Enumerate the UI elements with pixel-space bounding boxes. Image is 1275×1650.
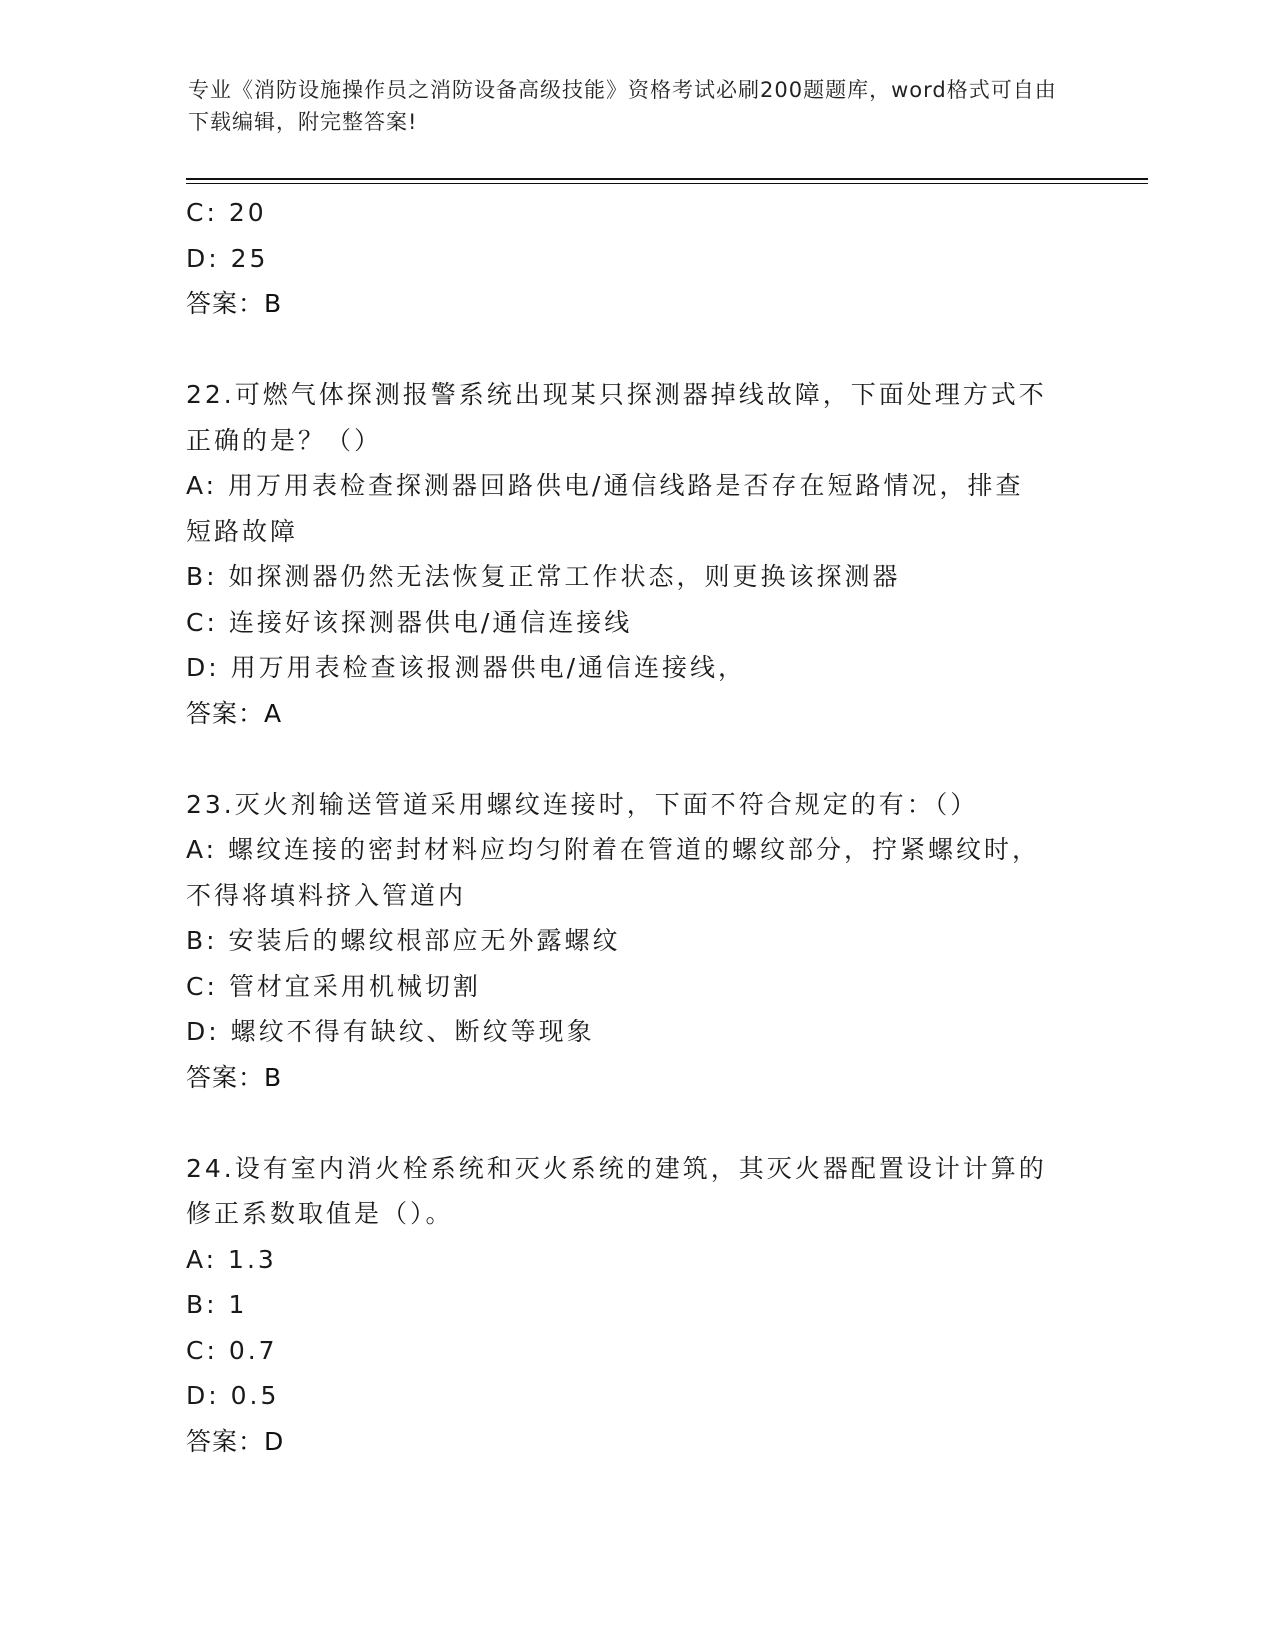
- option-a: A: 用万用表检查探测器回路供电/通信线路是否存在短路情况，排查: [186, 471, 1024, 500]
- option-c: C: 管材宜采用机械切割: [186, 971, 481, 1001]
- question-list: [186, 190, 1086, 1464]
- spacer: [186, 736, 1086, 782]
- question-24: [186, 1146, 1086, 1465]
- header-rule-thin: [186, 183, 1148, 184]
- option-a: A: 1.3: [186, 1244, 277, 1274]
- header-rule-thick: [186, 178, 1148, 180]
- option-d: D: 0.5: [186, 1381, 280, 1410]
- question-stem-continued: 修正系数取值是（）。: [186, 1199, 454, 1228]
- spacer: [186, 327, 1086, 373]
- option-d: D: 用万用表检查该报测器供电/通信连接线，: [186, 653, 747, 682]
- question-21: [186, 190, 1086, 327]
- option-c: C: 连接好该探测器供电/通信连接线: [186, 607, 633, 637]
- question-22: [186, 372, 1086, 736]
- option-d: D: 25: [186, 243, 269, 273]
- option-c: C: 20: [186, 198, 267, 227]
- question-stem: 23.灭火剂输送管道采用螺纹连接时，下面不符合规定的有：（）: [186, 789, 979, 819]
- answer: 答案：B: [186, 1062, 283, 1092]
- option-c: C: 0.7: [186, 1335, 278, 1365]
- option-b: B: 安装后的螺纹根部应无外露螺纹: [186, 926, 621, 955]
- answer: 答案：A: [186, 698, 283, 728]
- option-a-continued: 不得将填料挤入管道内: [186, 880, 467, 910]
- document-header: 专业《消防设施操作员之消防设备高级技能》资格考试必刷200题题库，word格式可自由下载编辑，附完整答案!: [188, 78, 1057, 134]
- question-stem: 22.可燃气体探测报警系统出现某只探测器掉线故障，下面处理方式不: [186, 380, 1047, 409]
- option-b: B: 如探测器仍然无法恢复正常工作状态，则更换该探测器: [186, 562, 901, 591]
- question-23: [186, 782, 1086, 1101]
- option-b: B: 1: [186, 1290, 248, 1319]
- spacer: [186, 1100, 1086, 1146]
- option-a-continued: 短路故障: [186, 516, 299, 546]
- answer: 答案：B: [186, 289, 283, 318]
- option-d: D: 螺纹不得有缺纹、断纹等现象: [186, 1017, 595, 1046]
- option-a: A: 螺纹连接的密封材料应均匀附着在管道的螺纹部分，拧紧螺纹时，: [186, 835, 1041, 864]
- question-stem-continued: 正确的是？（）: [186, 425, 383, 455]
- question-stem: 24.设有室内消火栓系统和灭火系统的建筑，其灭火器配置设计计算的: [186, 1153, 1047, 1183]
- answer: 答案：D: [186, 1426, 285, 1456]
